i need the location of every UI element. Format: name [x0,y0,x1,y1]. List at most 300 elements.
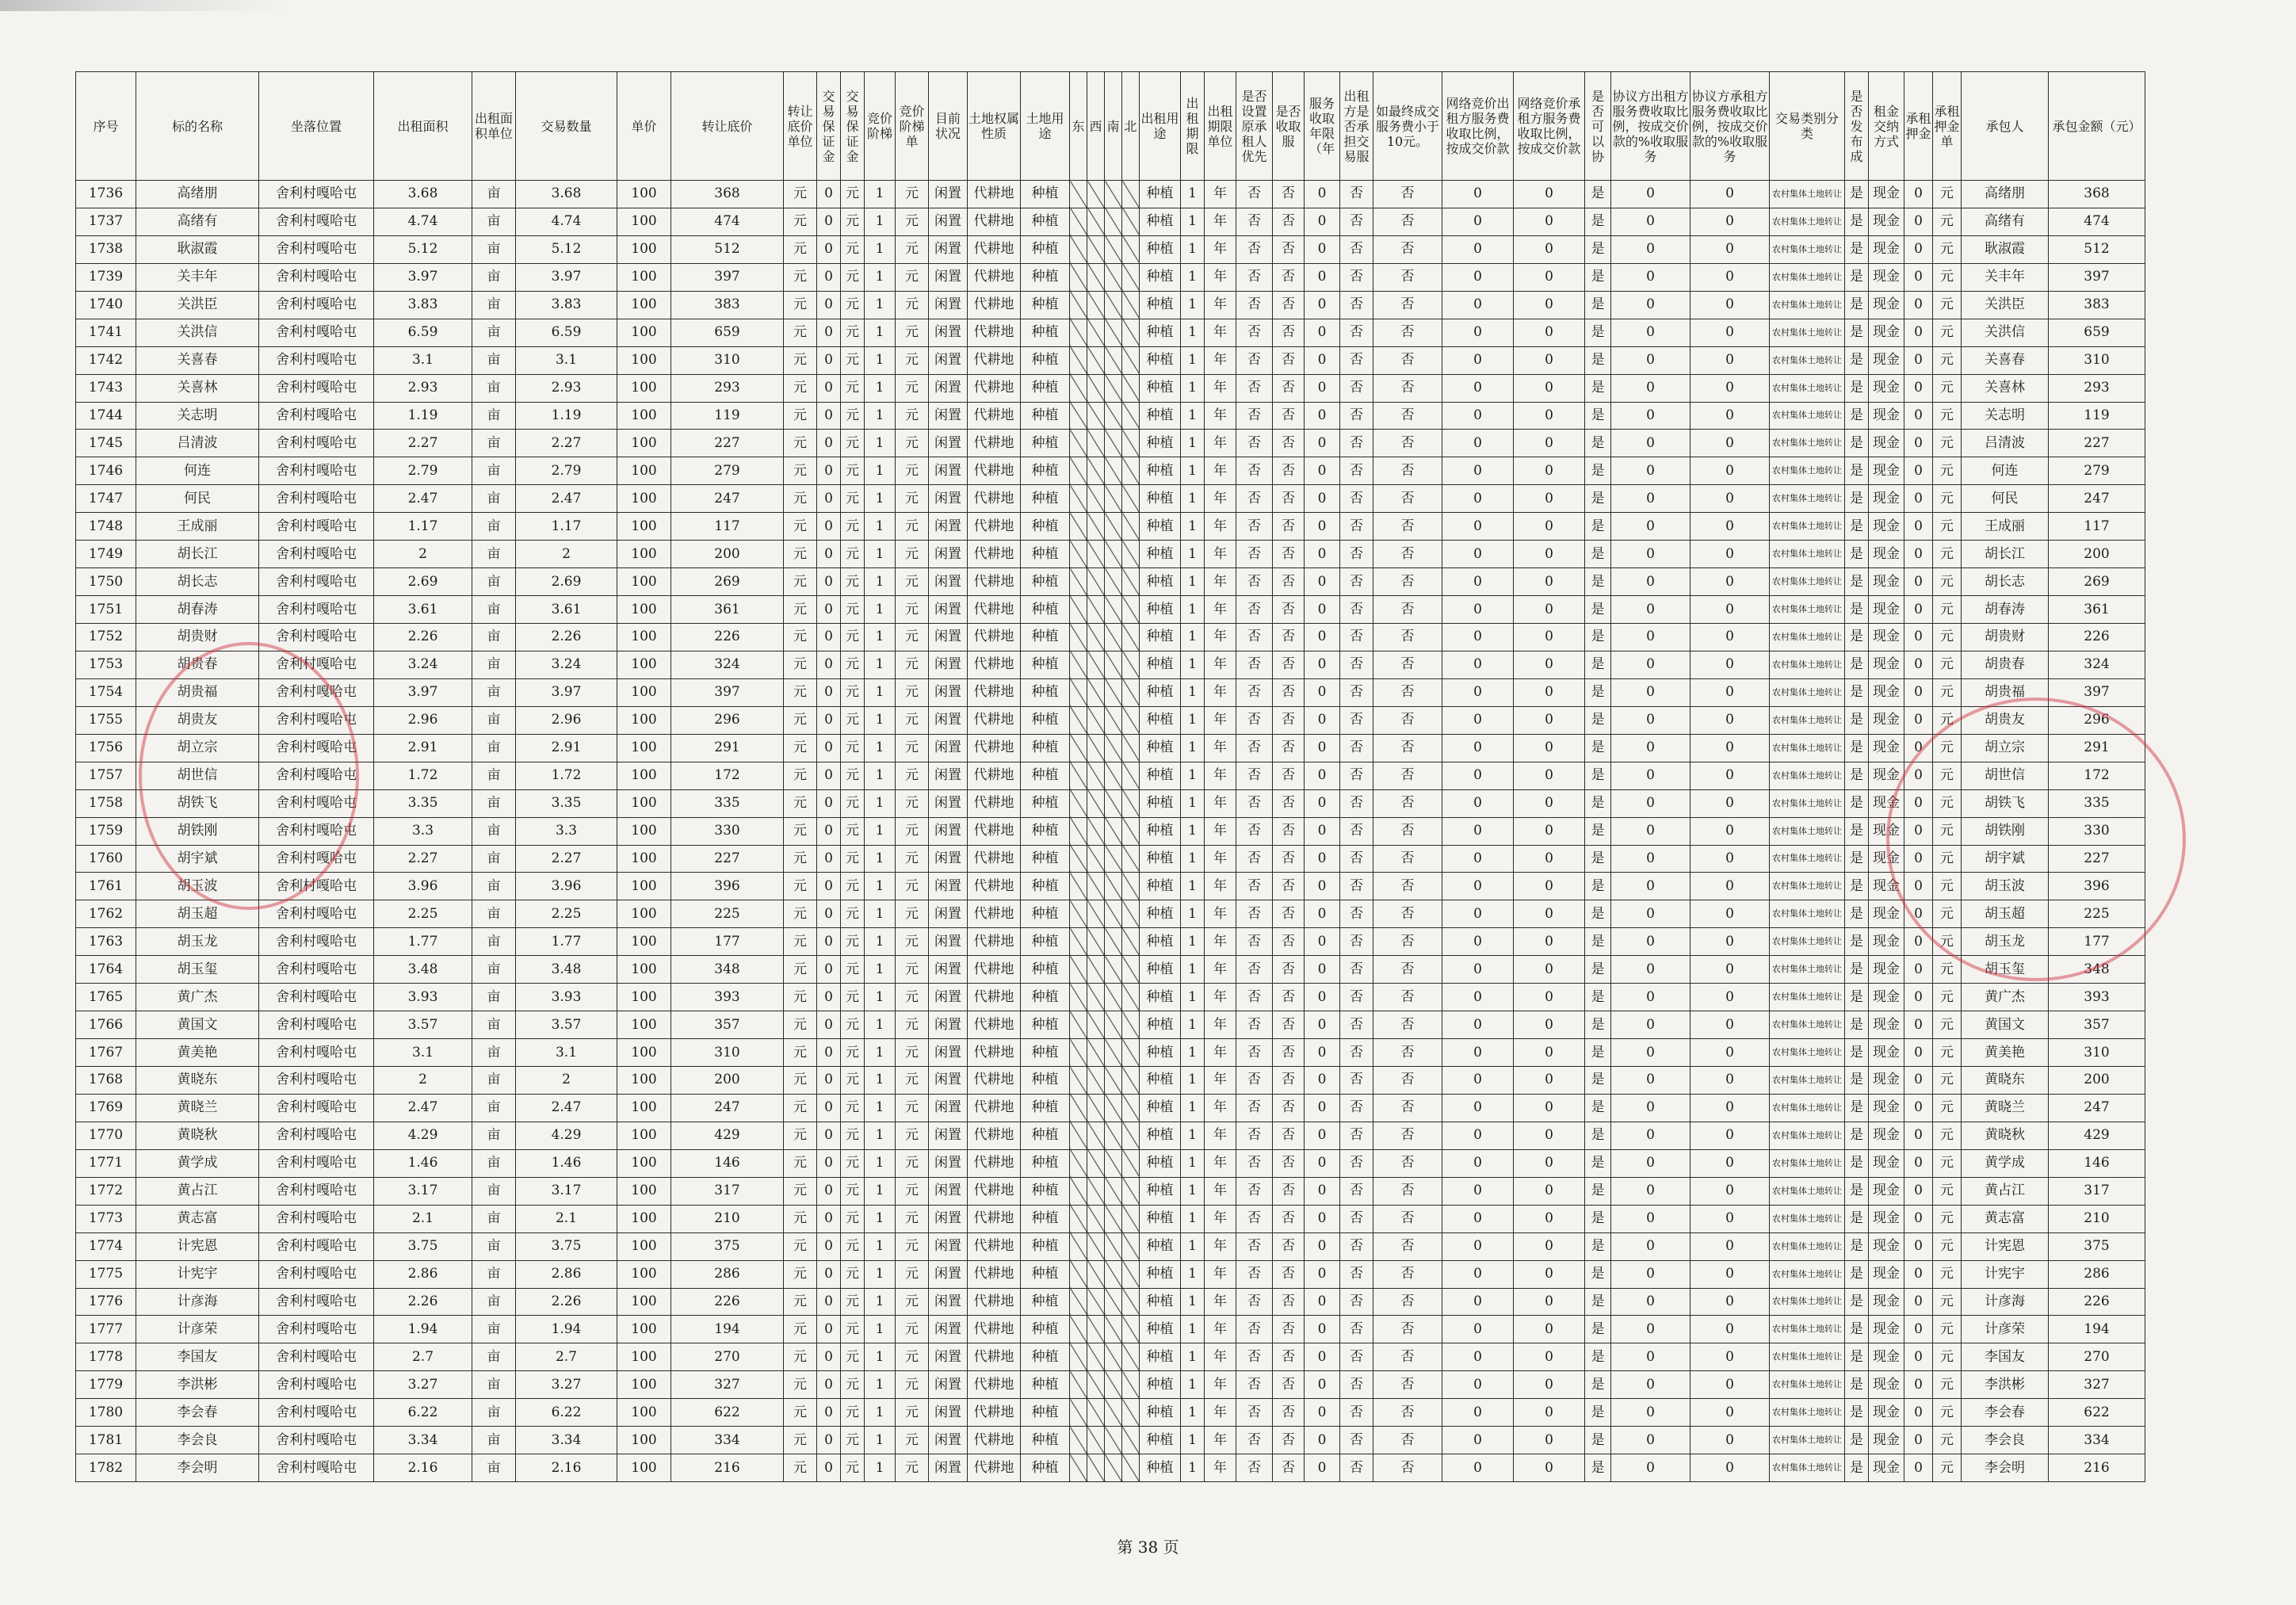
table-cell: 0 [1690,430,1770,457]
table-cell: 闲置 [929,1454,968,1482]
table-cell [1087,1177,1105,1205]
table-cell: 0 [1442,402,1514,430]
table-cell: 0 [1611,208,1690,235]
table-cell: 否 [1340,956,1373,984]
table-cell: 元 [841,1343,865,1371]
table-cell: 0 [1442,873,1514,900]
table-cell: 225 [2049,900,2145,928]
table-cell: 关丰年 [136,263,259,291]
table-cell: 0 [1904,1039,1933,1067]
table-cell: 否 [1373,485,1442,513]
table-cell: 是 [1845,900,1869,928]
table-cell: 0 [1442,1149,1514,1177]
table-cell: 1756 [76,734,136,762]
table-cell: 0 [1690,845,1770,873]
table-cell: 种植 [1140,789,1181,817]
table-cell: 0 [1442,734,1514,762]
table-cell: 否 [1373,235,1442,263]
table-cell: 亩 [472,1122,516,1149]
table-cell: 是 [1845,541,1869,568]
table-cell [1070,1427,1087,1454]
table-cell: 黄占江 [136,1177,259,1205]
table-cell: 年 [1205,678,1236,706]
table-cell [1122,1232,1140,1260]
table-cell: 否 [1236,734,1273,762]
table-cell: 0 [817,900,841,928]
table-cell: 农村集体土地转让 [1770,319,1845,346]
table-cell: 代耕地 [968,513,1021,541]
table-cell: 1747 [76,485,136,513]
table-cell: 100 [617,485,671,513]
table-cell: 胡贵福 [1962,678,2049,706]
table-cell [1122,1039,1140,1067]
table-cell: 2.47 [374,485,472,513]
table-cell: 否 [1236,430,1273,457]
table-cell: 现金 [1869,734,1904,762]
table-cell: 种植 [1021,706,1070,734]
table-cell: 100 [617,568,671,596]
table-cell: 否 [1373,1454,1442,1482]
table-cell: 否 [1340,1454,1373,1482]
table-cell: 0 [1690,984,1770,1011]
table-cell: 474 [671,208,784,235]
table-cell: 3.48 [516,956,617,984]
table-cell: 亩 [472,1371,516,1399]
table-cell: 计彦海 [136,1288,259,1316]
table-cell: 关喜林 [136,374,259,402]
table-row [76,1011,2145,1039]
table-cell: 元 [841,678,865,706]
table-cell: 种植 [1021,984,1070,1011]
table-cell: 是 [1585,1232,1611,1260]
table-cell: 100 [617,984,671,1011]
table-cell: 元 [896,235,929,263]
table-cell: 117 [2049,513,2145,541]
table-cell: 种植 [1021,1260,1070,1288]
table-cell: 0 [1305,1399,1340,1427]
table-cell: 舍利村嘎哈屯 [259,485,374,513]
table-cell: 年 [1205,624,1236,652]
table-cell: 1742 [76,346,136,374]
table-cell: 0 [817,235,841,263]
table-cell: 否 [1340,789,1373,817]
table-cell: 0 [1904,263,1933,291]
table-cell: 闲置 [929,235,968,263]
table-cell: 100 [617,235,671,263]
table-cell [1070,374,1087,402]
table-row [76,596,2145,624]
table-cell: 0 [817,402,841,430]
table-cell: 是 [1845,235,1869,263]
table-cell: 代耕地 [968,1371,1021,1399]
table-cell: 0 [1611,291,1690,319]
table-cell: 0 [1305,678,1340,706]
table-cell: 否 [1340,1260,1373,1288]
table-cell: 元 [784,873,817,900]
table-cell: 216 [671,1454,784,1482]
table-cell: 现金 [1869,1067,1904,1095]
header-cell: 出租用途 [1140,72,1181,181]
table-cell: 375 [2049,1232,2145,1260]
table-cell: 3.97 [516,678,617,706]
table-cell: 0 [1514,568,1585,596]
table-cell: 舍利村嘎哈屯 [259,984,374,1011]
table-cell: 1 [865,678,896,706]
table-row [76,762,2145,789]
table-row [76,457,2145,485]
table-cell: 0 [1611,235,1690,263]
table-cell: 元 [784,984,817,1011]
table-cell: 291 [2049,734,2145,762]
table-cell: 0 [1690,513,1770,541]
table-cell: 代耕地 [968,1454,1021,1482]
table-cell: 代耕地 [968,291,1021,319]
table-cell: 种植 [1021,1454,1070,1482]
table-cell: 否 [1373,678,1442,706]
table-cell: 亩 [472,1260,516,1288]
table-cell [1070,1232,1087,1260]
table-cell: 0 [1514,1205,1585,1232]
table-cell: 3.93 [516,984,617,1011]
table-cell: 0 [1904,1427,1933,1454]
table-cell: 是 [1585,1177,1611,1205]
header-cell: 土地权属性质 [968,72,1021,181]
table-cell: 年 [1205,1260,1236,1288]
table-cell: 0 [1442,291,1514,319]
table-cell: 0 [1690,402,1770,430]
table-cell: 是 [1585,734,1611,762]
table-cell: 胡铁飞 [1962,789,2049,817]
table-cell: 100 [617,1288,671,1316]
table-cell: 现金 [1869,1205,1904,1232]
table-cell: 否 [1273,956,1305,984]
table-cell: 0 [817,734,841,762]
table-cell: 元 [896,1205,929,1232]
table-cell: 3.83 [374,291,472,319]
table-cell: 代耕地 [968,1288,1021,1316]
table-cell: 胡立宗 [1962,734,2049,762]
table-cell: 否 [1373,651,1442,678]
table-cell [1087,1067,1105,1095]
table-cell: 100 [617,1094,671,1122]
table-cell: 闲置 [929,706,968,734]
table-cell: 元 [841,1371,865,1399]
table-cell: 舍利村嘎哈屯 [259,1232,374,1260]
table-cell: 元 [896,1232,929,1260]
table-cell: 否 [1340,1067,1373,1095]
table-cell: 0 [1904,1094,1933,1122]
table-cell [1105,928,1122,956]
table-cell: 0 [1442,762,1514,789]
table-cell [1087,956,1105,984]
table-cell: 否 [1373,457,1442,485]
table-cell: 农村集体土地转让 [1770,568,1845,596]
table-cell: 否 [1236,291,1273,319]
table-cell: 元 [784,319,817,346]
table-cell [1087,374,1105,402]
table-cell: 1738 [76,235,136,263]
table-cell: 种植 [1021,928,1070,956]
table-cell: 226 [2049,624,2145,652]
table-cell: 否 [1273,513,1305,541]
table-cell: 否 [1236,1122,1273,1149]
table-cell: 1 [1181,402,1205,430]
table-cell: 元 [784,235,817,263]
table-cell: 否 [1236,762,1273,789]
table-cell: 否 [1236,402,1273,430]
table-cell: 3.35 [374,789,472,817]
table-cell: 0 [1904,291,1933,319]
table-cell: 0 [817,651,841,678]
table-cell: 元 [784,457,817,485]
table-cell [1070,1039,1087,1067]
table-cell: 否 [1273,457,1305,485]
table-cell: 舍利村嘎哈屯 [259,928,374,956]
table-cell: 否 [1340,541,1373,568]
table-cell: 否 [1340,651,1373,678]
table-cell: 何连 [1962,457,2049,485]
table-cell [1105,1260,1122,1288]
table-cell: 是 [1585,1399,1611,1427]
table-cell: 否 [1373,1149,1442,1177]
table-cell [1122,734,1140,762]
table-cell: 是 [1585,457,1611,485]
table-cell: 0 [1514,235,1585,263]
header-cell: 是否发布成 [1845,72,1869,181]
table-cell: 1777 [76,1316,136,1343]
table-cell: 1 [1181,651,1205,678]
table-cell: 代耕地 [968,1122,1021,1149]
table-cell: 元 [784,624,817,652]
table-cell: 否 [1340,1316,1373,1343]
table-cell: 元 [841,1454,865,1482]
table-cell [1122,1122,1140,1149]
table-cell: 0 [1442,706,1514,734]
table-cell: 元 [841,624,865,652]
table-cell: 闲置 [929,900,968,928]
table-cell: 种植 [1021,1039,1070,1067]
table-cell: 农村集体土地转让 [1770,513,1845,541]
table-cell: 0 [1305,1427,1340,1454]
table-cell: 6.59 [516,319,617,346]
table-cell [1087,1232,1105,1260]
table-cell: 0 [1514,1149,1585,1177]
table-cell: 否 [1373,430,1442,457]
table-cell: 3.1 [374,346,472,374]
table-cell: 0 [817,1288,841,1316]
table-cell: 元 [784,1288,817,1316]
table-cell: 0 [1442,346,1514,374]
table-cell: 1 [865,541,896,568]
table-cell: 种植 [1140,956,1181,984]
table-cell: 0 [1442,1011,1514,1039]
table-cell: 6.22 [516,1399,617,1427]
table-cell: 0 [1904,817,1933,845]
table-cell: 0 [1904,1122,1933,1149]
table-cell: 年 [1205,762,1236,789]
table-cell: 是 [1845,1094,1869,1122]
table-cell: 否 [1373,1039,1442,1067]
table-cell: 元 [1933,1232,1962,1260]
table-cell: 100 [617,374,671,402]
table-cell: 否 [1273,1316,1305,1343]
table-cell: 0 [1305,1343,1340,1371]
table-cell: 0 [1514,402,1585,430]
table-cell: 元 [896,984,929,1011]
table-cell: 0 [817,208,841,235]
table-cell: 舍利村嘎哈屯 [259,1149,374,1177]
table-cell: 否 [1273,291,1305,319]
table-cell: 否 [1373,706,1442,734]
table-cell: 1 [1181,1205,1205,1232]
table-cell: 2.1 [516,1205,617,1232]
header-cell: 出租面积单位 [472,72,516,181]
table-cell: 闲置 [929,568,968,596]
table-cell: 种植 [1140,1039,1181,1067]
table-cell: 元 [841,1316,865,1343]
table-cell: 否 [1340,624,1373,652]
table-cell: 317 [671,1177,784,1205]
table-cell: 1 [1181,1094,1205,1122]
table-cell: 元 [1933,513,1962,541]
table-cell: 是 [1585,541,1611,568]
table-cell: 否 [1373,208,1442,235]
table-cell: 闲置 [929,1205,968,1232]
table-cell: 1752 [76,624,136,652]
table-cell: 否 [1373,762,1442,789]
header-cell: 协议方承租方服务费收取比例，按成交价款的%收取服务 [1690,72,1770,181]
table-cell: 0 [1904,956,1933,984]
table-cell: 农村集体土地转让 [1770,457,1845,485]
table-cell: 种植 [1140,624,1181,652]
table-cell [1070,1177,1087,1205]
table-cell: 2.79 [374,457,472,485]
table-cell [1105,651,1122,678]
table-cell: 100 [617,789,671,817]
header-cell: 交易数量 [516,72,617,181]
table-cell: 0 [1611,374,1690,402]
table-cell: 种植 [1140,568,1181,596]
table-cell: 元 [841,181,865,208]
table-cell: 0 [1904,541,1933,568]
table-cell: 1 [865,1177,896,1205]
table-cell: 是 [1845,430,1869,457]
table-cell: 现金 [1869,1371,1904,1399]
table-cell: 亩 [472,485,516,513]
table-cell: 种植 [1021,181,1070,208]
table-cell: 种植 [1140,208,1181,235]
table-cell: 否 [1373,374,1442,402]
table-cell: 代耕地 [968,1232,1021,1260]
table-cell: 1750 [76,568,136,596]
table-cell: 334 [671,1427,784,1454]
table-cell: 270 [2049,1343,2145,1371]
table-cell: 现金 [1869,678,1904,706]
table-cell: 是 [1845,873,1869,900]
table-cell: 269 [2049,568,2145,596]
header-cell: 如最终成交服务费小于10元。 [1373,72,1442,181]
table-cell: 0 [817,457,841,485]
table-cell: 1 [865,900,896,928]
table-cell: 闲置 [929,291,968,319]
table-cell: 0 [1611,485,1690,513]
table-cell: 否 [1236,1232,1273,1260]
table-cell: 429 [2049,1122,2145,1149]
table-cell: 否 [1236,1149,1273,1177]
table-cell: 元 [1933,208,1962,235]
table-cell [1070,1288,1087,1316]
table-cell: 0 [1442,1371,1514,1399]
table-cell: 0 [1305,485,1340,513]
table-cell: 0 [1904,1177,1933,1205]
table-cell [1105,1177,1122,1205]
table-cell: 元 [896,873,929,900]
table-cell: 关喜林 [1962,374,2049,402]
table-cell: 0 [1305,346,1340,374]
table-cell: 元 [896,1454,929,1482]
table-cell: 亩 [472,457,516,485]
table-cell: 0 [817,596,841,624]
table-cell: 否 [1340,1122,1373,1149]
table-cell: 现金 [1869,541,1904,568]
table-cell: 否 [1340,596,1373,624]
table-cell: 否 [1236,457,1273,485]
table-cell: 否 [1236,596,1273,624]
table-row [76,1343,2145,1371]
table-cell: 0 [1611,651,1690,678]
table-cell: 0 [1442,956,1514,984]
table-cell: 舍利村嘎哈屯 [259,430,374,457]
table-cell: 元 [841,346,865,374]
table-row [76,568,2145,596]
table-cell: 100 [617,1260,671,1288]
table-cell: 0 [817,624,841,652]
table-cell: 227 [2049,430,2145,457]
table-cell: 0 [1305,181,1340,208]
table-cell: 否 [1373,541,1442,568]
table-cell [1122,984,1140,1011]
table-cell: 2.27 [374,845,472,873]
table-cell: 0 [1305,706,1340,734]
table-cell: 种植 [1021,235,1070,263]
table-cell: 高绪朋 [136,181,259,208]
table-cell: 舍利村嘎哈屯 [259,596,374,624]
table-cell: 3.27 [516,1371,617,1399]
table-cell: 种植 [1021,319,1070,346]
table-cell: 种植 [1140,263,1181,291]
table-cell: 否 [1236,346,1273,374]
table-cell: 种植 [1021,263,1070,291]
table-cell: 元 [1933,900,1962,928]
table-cell [1070,984,1087,1011]
header-cell: 网络竞价出租方服务费收取比例，按成交价款 [1442,72,1514,181]
table-cell: 是 [1845,1039,1869,1067]
table-cell: 是 [1585,984,1611,1011]
table-cell: 622 [671,1399,784,1427]
table-cell: 否 [1373,1094,1442,1122]
table-cell: 闲置 [929,1427,968,1454]
table-cell: 383 [671,291,784,319]
table-cell: 383 [2049,291,2145,319]
table-cell: 元 [841,208,865,235]
table-cell: 元 [896,789,929,817]
table-cell: 种植 [1021,596,1070,624]
table-cell: 100 [617,430,671,457]
table-cell: 元 [784,596,817,624]
table-cell: 年 [1205,1039,1236,1067]
table-cell: 否 [1340,430,1373,457]
table-cell [1105,706,1122,734]
